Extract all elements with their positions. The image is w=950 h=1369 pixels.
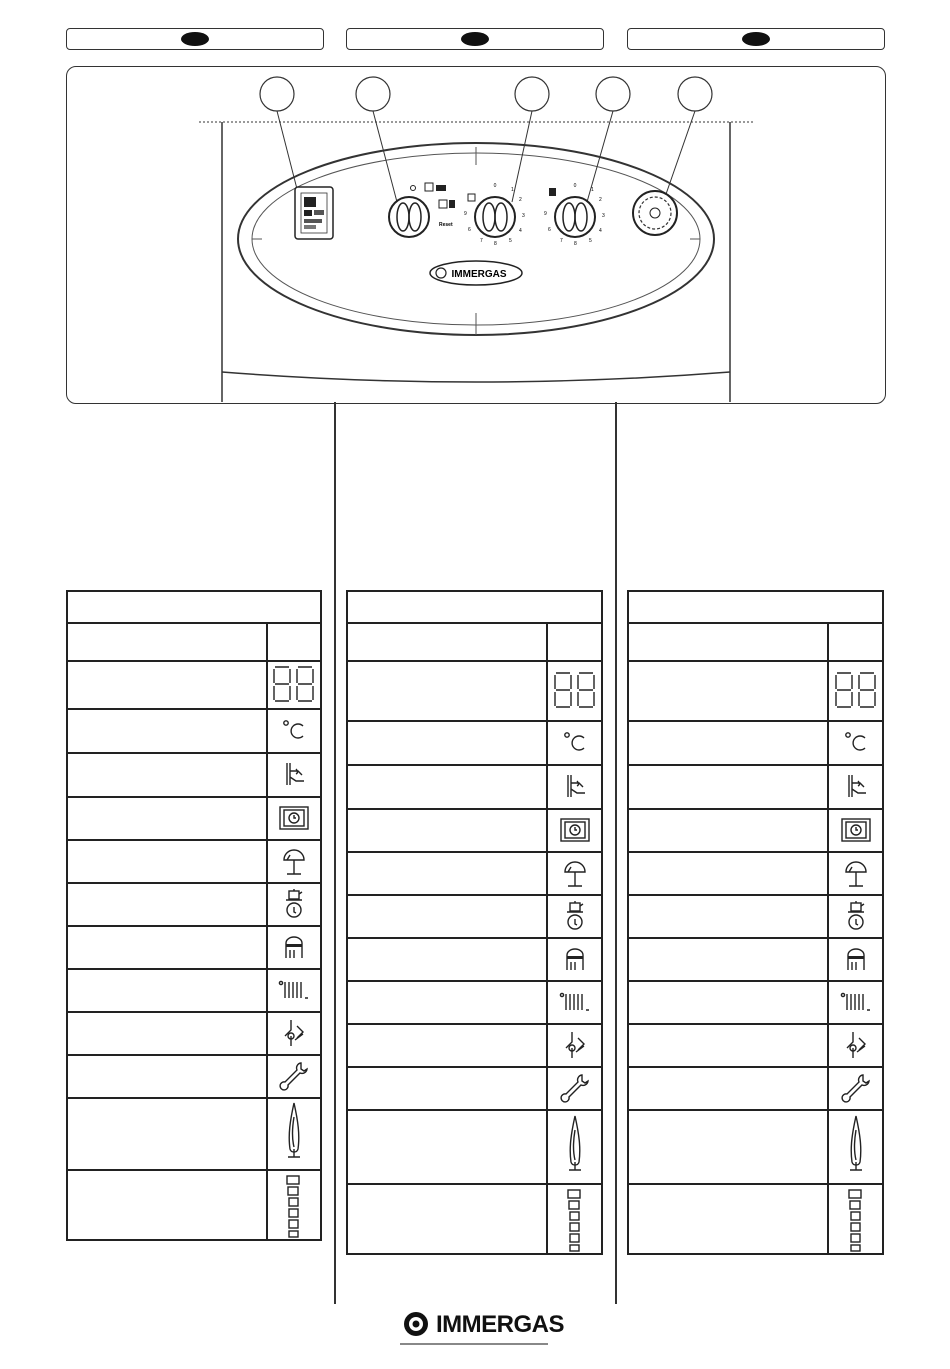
hot-water-tank-icon (829, 939, 882, 978)
immergas-logo-badge (430, 261, 522, 285)
tap-water-icon (268, 754, 320, 794)
dial-number: 6 (468, 227, 471, 233)
column-divider (615, 402, 617, 1304)
spanner-icon (268, 1056, 320, 1095)
summer-mode-icon (548, 853, 601, 892)
dial-number: 7 (480, 238, 483, 244)
dhw-temperature-knob (464, 183, 525, 247)
degree-celsius-icon (829, 722, 882, 762)
clock-timer-icon (829, 810, 882, 849)
radiator-icon (268, 970, 320, 1009)
clock-timer-icon (268, 798, 320, 837)
heating-temperature-knob (544, 183, 605, 247)
callout-5 (665, 77, 712, 197)
dial-number: 1 (591, 187, 594, 193)
tap-water-icon (548, 766, 601, 806)
winter-mode-icon (548, 896, 601, 935)
dial-number: 1 (511, 187, 514, 193)
dial-number: 4 (599, 228, 602, 234)
display-unit (295, 187, 333, 239)
seven-segment-display-icon (829, 662, 882, 718)
seven-segment-display-icon (548, 662, 601, 718)
clock-timer-icon (548, 810, 601, 849)
spanner-icon (548, 1068, 601, 1107)
footer-brand-text: IMMERGAS (436, 1311, 564, 1338)
dial-number: 7 (560, 238, 563, 244)
degree-celsius-icon (548, 722, 601, 762)
language-marker (742, 32, 770, 46)
table-header-row (68, 622, 320, 662)
dial-number: 8 (574, 241, 577, 247)
degree-celsius-icon (268, 710, 320, 750)
callout-2 (356, 77, 397, 202)
language-tab-3 (627, 28, 885, 50)
radiator-icon (548, 982, 601, 1021)
power-level-bars-icon (829, 1185, 882, 1255)
pump-icon (829, 1025, 882, 1064)
icon-column-divider (546, 622, 548, 1253)
dial-number: 6 (548, 227, 551, 233)
language-marker (461, 32, 489, 46)
logo-text: IMMERGAS (451, 269, 507, 280)
callout-1 (260, 77, 297, 189)
boiler-front-drawing (67, 67, 885, 403)
symbols-table-1 (66, 590, 322, 1241)
icon-column-divider (266, 622, 268, 1239)
winter-mode-icon (268, 884, 320, 923)
tap-water-icon (829, 766, 882, 806)
summer-mode-icon (829, 853, 882, 892)
reset-label: Reset (439, 222, 453, 228)
dial-number: 4 (519, 228, 522, 234)
dial-number: 2 (519, 197, 522, 203)
symbols-table-3 (627, 590, 884, 1255)
control-panel-figure (66, 66, 886, 404)
flame-icon (268, 1099, 320, 1167)
dial-number: 9 (544, 211, 547, 217)
symbols-table-2 (346, 590, 603, 1255)
dial-number: 5 (589, 238, 592, 244)
dial-number: 2 (599, 197, 602, 203)
dial-number: 0 (573, 183, 577, 189)
dial-number: 3 (602, 213, 605, 219)
dial-number: 8 (494, 241, 497, 247)
table-header-row (348, 622, 601, 662)
winter-mode-icon (829, 896, 882, 935)
spanner-icon (829, 1068, 882, 1107)
flame-icon (548, 1111, 601, 1181)
table-title-row (348, 592, 601, 622)
power-level-bars-icon (268, 1171, 320, 1241)
power-level-bars-icon (548, 1185, 601, 1255)
column-divider (334, 402, 336, 1304)
table-header-row (629, 622, 882, 662)
radiator-icon (829, 982, 882, 1021)
callout-3 (512, 77, 549, 202)
pump-icon (268, 1013, 320, 1052)
icon-column-divider (827, 622, 829, 1253)
table-title-row (68, 592, 320, 622)
hot-water-tank-icon (548, 939, 601, 978)
pump-icon (548, 1025, 601, 1064)
pressure-gauge (633, 191, 677, 235)
language-marker (181, 32, 209, 46)
hot-water-tank-icon (268, 927, 320, 966)
table-title-row (629, 592, 882, 622)
dial-number: 0 (493, 183, 497, 189)
language-tab-2 (346, 28, 604, 50)
dial-number: 3 (522, 213, 525, 219)
mode-selector-knob (389, 183, 455, 237)
callout-4 (587, 77, 630, 202)
language-tab-1 (66, 28, 324, 50)
dial-number: 5 (509, 238, 512, 244)
dial-number: 9 (464, 211, 467, 217)
summer-mode-icon (268, 841, 320, 880)
flame-icon (829, 1111, 882, 1181)
seven-segment-display-icon (268, 662, 320, 706)
